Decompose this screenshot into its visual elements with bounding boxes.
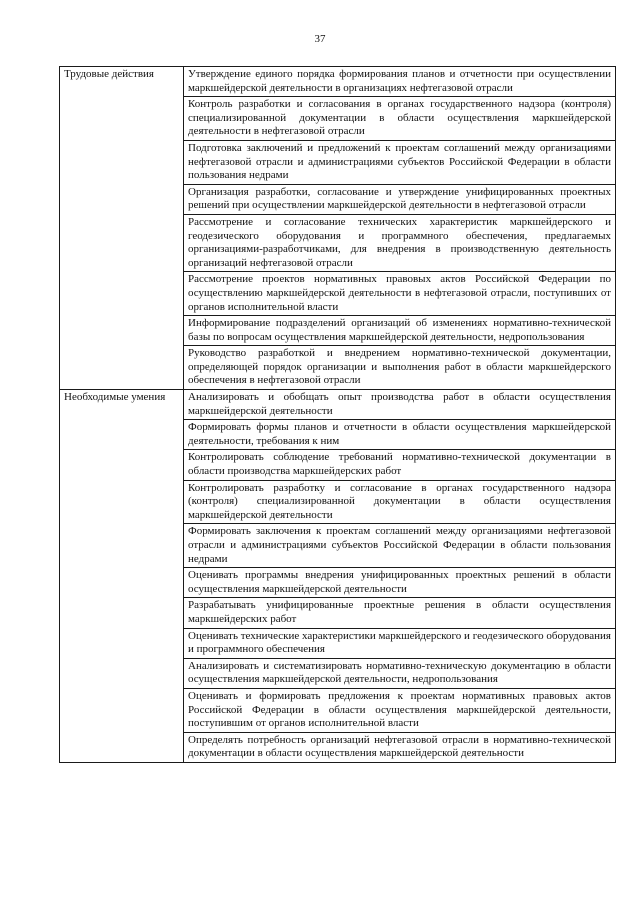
skill-item: Анализировать и систематизировать нормативно-техническую документацию в области осуществления маркшейдерской деятельности, недропользования	[184, 658, 616, 688]
section-label-labor-actions: Трудовые действия	[60, 67, 184, 390]
skill-item: Оценивать программы внедрения унифицированных проектных решений в области осуществления маркшейдерской деятельности	[184, 568, 616, 598]
skill-item: Оценивать и формировать предложения к проектам нормативных правовых актов Российской Федерации в области осуществления маркшейдерской деятельности, поступившим от органов исполнительной власти	[184, 688, 616, 732]
competency-table	[59, 66, 616, 763]
section-label-required-skills: Необходимые умения	[60, 390, 184, 763]
skill-item: Определять потребность организаций нефтегазовой отрасли в нормативно-технической документации в области осуществления маркшейдерской деятельности	[184, 732, 616, 762]
skill-item: Контролировать соблюдение требований нормативно-технической документации в области производства маркшейдерских работ	[184, 450, 616, 480]
skill-item: Разрабатывать унифицированные проектные решения в области осуществления маркшейдерских работ	[184, 598, 616, 628]
skill-item: Формировать формы планов и отчетности в области осуществления маркшейдерской деятельности, требования к ним	[184, 420, 616, 450]
labor-action-item: Контроль разработки и согласования в органах государственного надзора (контроля) специализированной документации в области осуществления маркшейдерской деятельности в нефтегазовой отрасли	[184, 97, 616, 141]
labor-action-item: Подготовка заключений и предложений к проектам соглашений между организациями нефтегазовой отрасли и администрациями субъектов Российской Федерации в области пользования недрами	[184, 140, 616, 184]
page-number: 37	[314, 33, 326, 45]
table-body	[60, 67, 616, 763]
skill-item: Формировать заключения к проектам соглашений между организациями нефтегазовой отрасли и администрациями субъектов Российской Федерации в области пользования недрами	[184, 524, 616, 568]
skill-item: Анализировать и обобщать опыт производства работ в области осуществления маркшейдерской деятельности	[184, 390, 616, 420]
labor-action-item: Рассмотрение и согласование технических характеристик маркшейдерского и геодезического оборудования и программного обеспечения, предлагаемых организациями-разработчиками, для внедрения в производственную деятельность организаций нефтегазовой отрасли	[184, 214, 616, 271]
labor-action-item: Рассмотрение проектов нормативных правовых актов Российской Федерации по осуществлению маркшейдерской деятельности в нефтегазовой отрасли, поступивших от органов исполнительной власти	[184, 272, 616, 316]
skill-item: Контролировать разработку и согласование в органах государственного надзора (контроля) специализированной документации в области осуществления маркшейдерской деятельности	[184, 480, 616, 524]
table-row	[60, 390, 616, 420]
labor-action-item: Утверждение единого порядка формирования планов и отчетности при осуществлении маркшейдерской деятельности в организациях нефтегазовой отрасли	[184, 67, 616, 97]
labor-action-item: Руководство разработкой и внедрением нормативно-технической документации, определяющей порядок организации и выполнения работ в области маркшейдерского обеспечения в нефтегазовой отрасли	[184, 346, 616, 390]
labor-action-item: Организация разработки, согласование и утверждение унифицированных проектных решений при осуществлении маркшейдерской деятельности в нефтегазовой отрасли	[184, 184, 616, 214]
labor-action-item: Информирование подразделений организаций об изменениях нормативно-технической базы по вопросам осуществления маркшейдерской деятельности, недропользования	[184, 316, 616, 346]
table-row	[60, 67, 616, 97]
skill-item: Оценивать технические характеристики маркшейдерского и геодезического оборудования и программного обеспечения	[184, 628, 616, 658]
